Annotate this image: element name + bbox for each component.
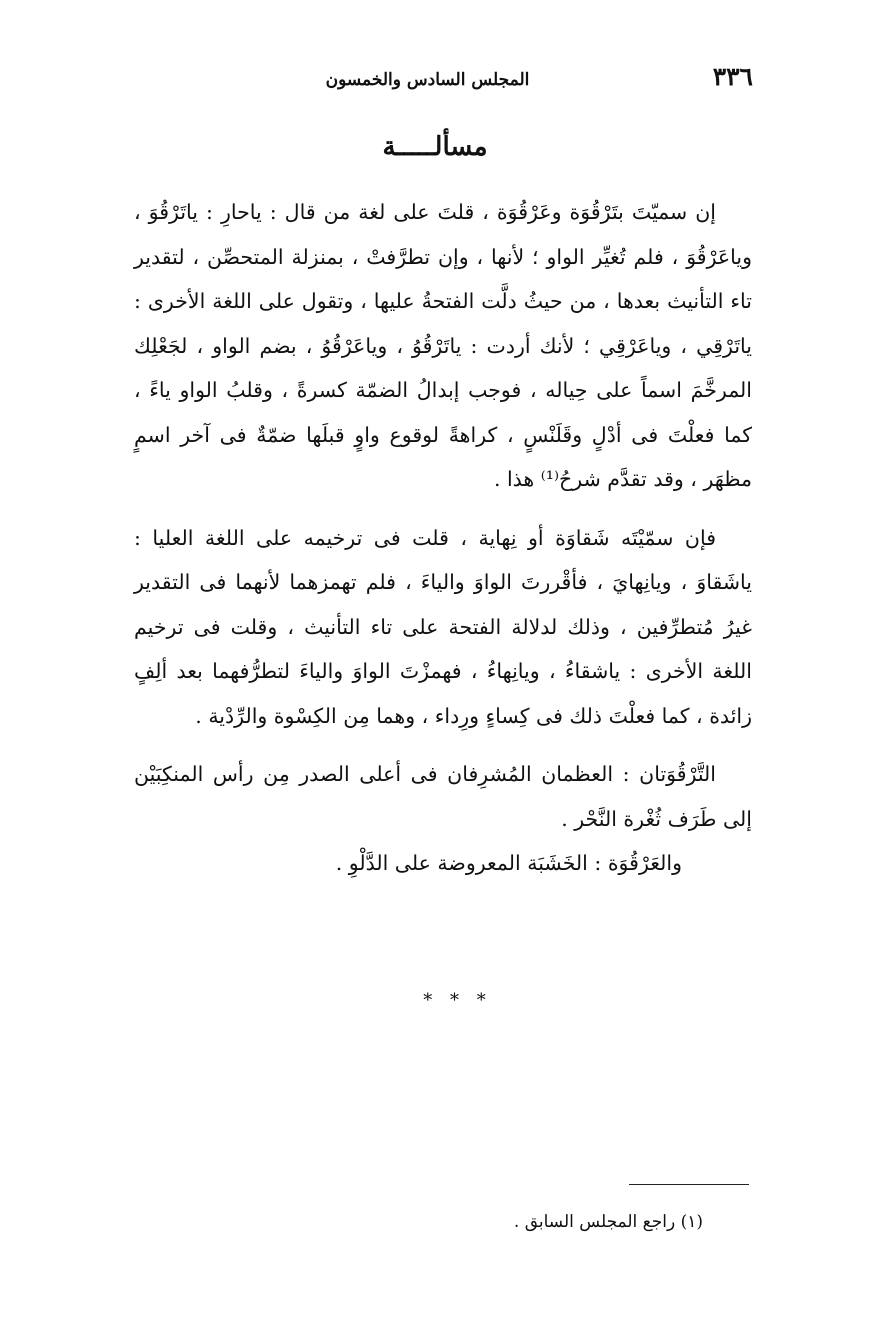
paragraph-1: إن سميّتَ بتَرْقُوَة وعَرْقُوَة ، قلتَ على لغة من قال : ياحارِ : ياتَرْقُوَ ، وياعَرْقُوَ ، فلم تُغيِّر الواو ؛ لأنها ، وإن تطرَّفتْ ، بمنزلة المتحصِّن ، لتقدير تاء التأنيث بعدها ، من حيثُ دلَّت الفتحةُ عليها ، وتقول على اللغة الأخرى : ياتَرْقِي ، وياعَرْقِي ؛ لأنك أردت : ياتَرْقُوُ ، وياعَرْقُوُ ، بضم الواو ، لجَعْلِك المرخَّمَ اسماً على حِياله ، فوجب إبدالُ الضمّة كسرةً ، وقلبُ الواو ياءً ، كما فعلْتَ فى أدْلٍ وقَلَنْسٍ ، كراهةً لوقوع واوٍ قبلَها ضمّةٌ فى آخر اسمٍ مظهَر ، وقد تقدَّم شرحُ⁽¹⁾ هذا . [134, 200, 752, 491]
body-text [134, 190, 752, 886]
running-title: المجلس السادس والخمسون [325, 70, 530, 90]
page-number: ٣٣٦ [712, 62, 753, 91]
footnote-divider [629, 1184, 749, 1185]
definition-arquwa: والعَرْقُوَة : الخَشَبَة المعروضة على الدَّلْوِ . [335, 851, 682, 875]
footnote: (١) راجع المجلس السابق . [513, 1212, 703, 1232]
section-title: مسألـــــة [382, 132, 488, 162]
section-separator: * * * [423, 990, 492, 1011]
definition-tarquwatan: التَّرْقُوَتان : العظمان المُشرِفان فى أعلى الصدر مِن رأس المنكِبَيْن إلى طَرَف ثُغْرة النَّحْر . [134, 762, 752, 831]
paragraph-2: فإن سمّيْتَه شَقاوَة أو نِهاية ، قلت فى ترخيمه على اللغة العليا : ياشَقاوَ ، ويانِهايَ ، فأقْررتَ الواوَ والياءَ ، فلم تهمزهما لأنهما فى التقدير غيرُ مُتطرِّفين ، وذلك لدلالة الفتحة على تاء التأنيث ، وقلت فى ترخيم اللغة الأخرى : ياشقاءُ ، ويانِهاءُ ، فهمزْتَ الواوَ والياءَ لتطرُّفهما بعد ألِفٍ زائدة ، كما فعلْتَ ذلك فى كِساءٍ ورِداء ، وهما مِن الكِسْوة والرِّدْية . [134, 525, 752, 728]
